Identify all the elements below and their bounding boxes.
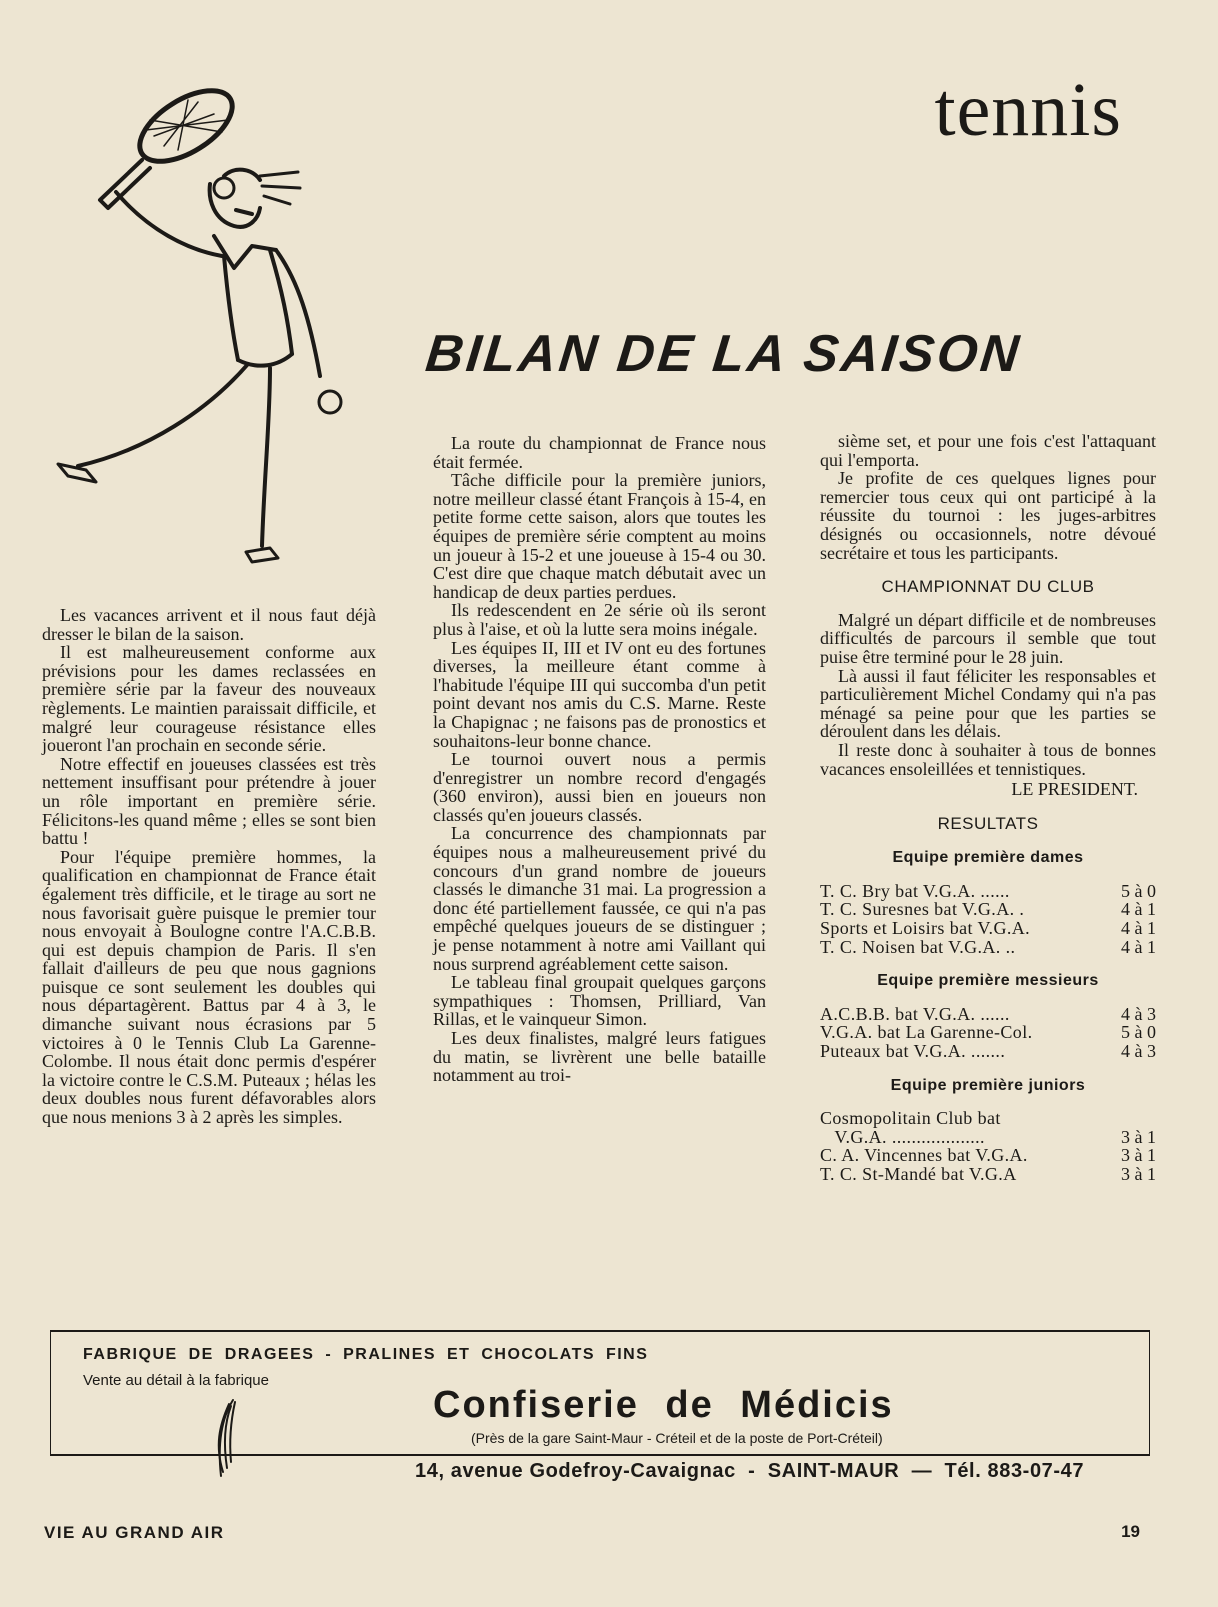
article-column-1 bbox=[42, 606, 376, 1127]
result-team: Sports et Loisirs bat V.G.A. bbox=[820, 918, 1031, 939]
result-team: Puteaux bat V.G.A. ....... bbox=[820, 1041, 1006, 1062]
paragraph: Le tournoi ouvert nous a permis d'enregistrer un nombre record d'engagés (360 environ), aussi bien en joueurs non classés qu'en joueurs classés. bbox=[433, 749, 766, 825]
club-heading: CHAMPIONNAT DU CLUB bbox=[881, 577, 1095, 597]
ad-tagline: FABRIQUE DE DRAGEES - PRALINES ET CHOCOLATS FINS bbox=[83, 1346, 649, 1363]
result-row bbox=[820, 938, 1156, 957]
result-score: 3 à 1 bbox=[1121, 1145, 1156, 1166]
result-team: T. C. Noisen bat V.G.A. .. bbox=[820, 936, 1016, 957]
paragraph: Il reste donc à souhaiter à tous de bonnes vacances ensoleillées et tennistiques. bbox=[820, 739, 1156, 779]
paragraph: Les équipes II, III et IV ont eu des fortunes diverses, la meilleure étant comme à l'habitude l'équipe III qui succomba d'un petit point devant nos amis du C.S. Marne. Reste la Chapignac ; ne faisons pas de pronostics et souhaitons-leur bonne chance. bbox=[433, 637, 766, 751]
result-row bbox=[820, 1005, 1156, 1024]
paragraph: Je profite de ces quelques lignes pour remercier tous ceux qui ont participé à la réussite du tournoi : les juges-arbitres désignés ou occasionnels, notre dévoué secrétaire et tous les participants. bbox=[820, 468, 1156, 563]
result-score: 3 à 1 bbox=[1121, 1164, 1156, 1184]
results-messieurs-list bbox=[820, 1005, 1156, 1061]
paragraph: Notre effectif en joueuses classées est très nettement insuffisant pour prétendre à jouer un rôle important en première série. Félicitons-les quand même ; elles se sont bien battu ! bbox=[42, 753, 376, 849]
result-score: 4 à 3 bbox=[1121, 1041, 1156, 1062]
section-title: tennis bbox=[934, 68, 1122, 152]
ad-subtitle: Vente au détail à la fabrique bbox=[83, 1372, 269, 1389]
result-team: T. C. Suresnes bat V.G.A. . bbox=[820, 899, 1025, 920]
magazine-name: VIE AU GRAND AIR bbox=[44, 1523, 225, 1542]
result-row bbox=[820, 1128, 1156, 1147]
paragraph: Les deux finalistes, malgré leurs fatigues du matin, se livrèrent une belle bataille notamment au troi- bbox=[433, 1028, 766, 1086]
signature: LE PRESIDENT. bbox=[1011, 779, 1138, 800]
paragraph: Le tableau final groupait quelques garçons sympathiques : Thomsen, Prilliard, Van Rillas, et le vainqueur Simon. bbox=[433, 972, 766, 1030]
result-row bbox=[820, 1023, 1156, 1042]
result-score: 5 à 0 bbox=[1121, 880, 1156, 901]
feather-icon bbox=[209, 1396, 249, 1480]
paragraph: Il est malheureusement conforme aux prévisions pour les dames reclassées en première série par la faveur des nouveaux règlements. Le maintien paraissait difficile, et malgré leur courageuse résistance elles joueront l'an prochain en seconde série. bbox=[42, 642, 376, 756]
result-row bbox=[820, 1165, 1156, 1184]
result-row bbox=[820, 1109, 1156, 1128]
result-team: Cosmopolitain Club bat bbox=[820, 1108, 1001, 1129]
results-dames-title: Equipe première dames bbox=[892, 849, 1084, 867]
paragraph: sième set, et pour une fois c'est l'attaquant qui l'emporta. bbox=[820, 431, 1156, 470]
tennis-player-illustration bbox=[38, 80, 368, 580]
ad-location-note: (Près de la gare Saint-Maur - Créteil et de la poste de Port-Créteil) bbox=[471, 1430, 883, 1446]
result-score: 5 à 0 bbox=[1121, 1022, 1156, 1043]
results-heading: RESULTATS bbox=[937, 813, 1039, 833]
paragraph: Les vacances arrivent et il nous faut déjà dresser le bilan de la saison. bbox=[42, 605, 376, 644]
result-team: T. C. St-Mandé bat V.G.A bbox=[820, 1164, 1017, 1184]
paragraph: La concurrence des championnats par équipes nous a malheureusement privé du concours d'un grand nombre de joueurs classés le dimanche 31 mai. La progression a donc été partiellement faussée, ce qui n'a pas empêché quelques joueurs de se distinguer ; je pense notamment à notre ami Vaillant qui nous surprend agréablement cette saison. bbox=[433, 823, 766, 974]
paragraph: La route du championnat de France nous était fermée. bbox=[433, 433, 766, 472]
result-row bbox=[820, 1146, 1156, 1165]
article-column-2 bbox=[433, 434, 766, 1085]
paragraph: Malgré un départ difficile et de nombreuses difficultés de parcours il semble que tout puise être terminé pour le 28 juin. bbox=[820, 609, 1156, 667]
ad-address: 14, avenue Godefroy-Cavaignac - SAINT-MAUR — Tél. 883-07-47 bbox=[415, 1460, 1085, 1482]
result-team: V.G.A. ................... bbox=[820, 1126, 985, 1147]
result-row bbox=[820, 882, 1156, 901]
results-juniors-title: Equipe première juniors bbox=[890, 1076, 1086, 1094]
results-juniors-list bbox=[820, 1109, 1156, 1183]
result-team: T. C. Bry bat V.G.A. ...... bbox=[820, 880, 1010, 901]
headline: BILAN DE LA SAISON bbox=[422, 325, 1025, 383]
page-number: 19 bbox=[1121, 1522, 1140, 1541]
paragraph: Ils redescendent en 2e série où ils seront plus à l'aise, et où la lutte sera moins inégale. bbox=[433, 600, 766, 639]
paragraph: Tâche difficile pour la première juniors, notre meilleur classé étant François à 15-4, en petite forme cette saison, alors que toutes les équipes de première série comptent au moins un joueur à 15-2 et une joueuse à 15-4 ou 30. C'est dire que chaque match débutait avec un handicap de deux parties perdues. bbox=[433, 470, 766, 602]
result-team: C. A. Vincennes bat V.G.A. bbox=[820, 1145, 1028, 1166]
result-team: V.G.A. bat La Garenne-Col. bbox=[820, 1022, 1033, 1043]
result-score: 4 à 1 bbox=[1121, 899, 1156, 920]
results-messieurs-title: Equipe première messieurs bbox=[877, 972, 1099, 990]
advertisement bbox=[50, 1330, 1150, 1482]
result-row bbox=[820, 919, 1156, 938]
article-column-3 bbox=[820, 432, 1156, 1184]
result-score: 4 à 1 bbox=[1121, 936, 1156, 957]
paragraph: Pour l'équipe première hommes, la qualification en championnat de France était également très difficile, et le tirage au sort ne nous favorisait guère puisque le premier tour nous envoyait à Boulogne contre l'A.C.B.B. qui est depuis champion de Paris. Il s'en fallait d'ailleurs de peu que nous gagnions puisque ce sont seulement les doubles qui nous départagèrent. Battus par 4 à 3, le dimanche suivant nous écrasions par 5 victoires à 0 le Tennis Club La Garenne-Colombe. Il nous était donc permis d'espérer la victoire contre le C.S.M. Puteaux ; hélas les deux doubles nous furent défavorables alors que nous menions 3 à 2 après les simples. bbox=[42, 846, 376, 1128]
result-score: 4 à 1 bbox=[1121, 918, 1156, 939]
result-row bbox=[820, 1042, 1156, 1061]
result-team: A.C.B.B. bat V.G.A. ...... bbox=[820, 1003, 1010, 1024]
result-score: 3 à 1 bbox=[1121, 1126, 1156, 1147]
paragraph: Là aussi il faut féliciter les responsables et particulièrement Michel Condamy qui n'a pas ménagé sa peine pour que les parties se déroulent dans les délais. bbox=[820, 665, 1156, 742]
result-score: 4 à 3 bbox=[1121, 1003, 1156, 1024]
ad-brand: Confiserie de Médicis bbox=[433, 1384, 894, 1426]
results-dames-list bbox=[820, 882, 1156, 956]
result-row bbox=[820, 900, 1156, 919]
